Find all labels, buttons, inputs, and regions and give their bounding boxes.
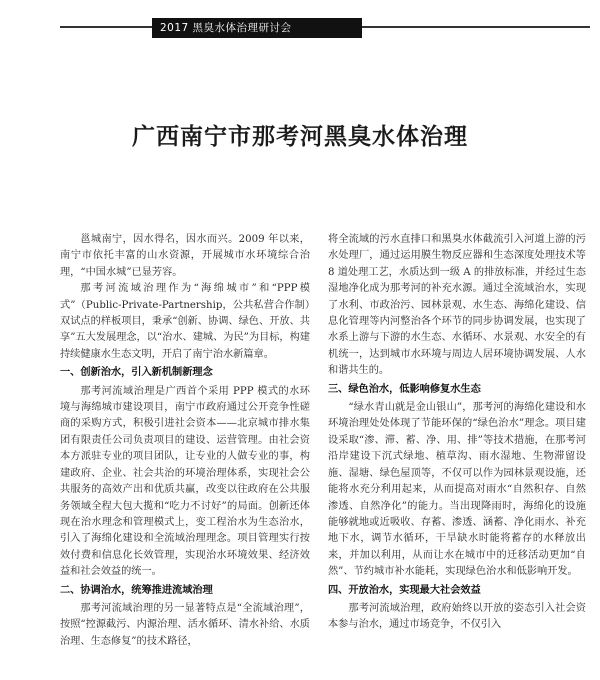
section-heading: 一、创新治水，引入新机制新理念 xyxy=(60,367,213,379)
left-column xyxy=(60,232,310,650)
body-paragraph: 邕城南宁，因水得名，因水而兴。2009 年以来，南宁市依托丰富的山水资源，开展城市水环境综合治理，“中国水城”已显芳容。 xyxy=(60,234,310,278)
section-heading: 二、协调治水，统筹推进流域治理 xyxy=(60,584,213,596)
right-column xyxy=(328,232,586,634)
body-paragraph: 那考河流域治理是广西首个采用 PPP 模式的水环境与海绵城市建设项目，南宁市政府通过公开竞争性磋商的采购方式，积极引进社会资本——北京城市排水集团有限责任公司负责项目的建设、运营管理。由社会资本方派驻专业的项目团队，让专业的人做专业的事，构建政府、企业、社会共治的环境治理体系，实现社会公共服务的高效产出和优质共赢，改变以往政府在公共服务领域全程大包大揽和“吃力不讨好”的局面。创新还体现在治水理念和管理模式上，变工程治水为生态治水，引入了海绵化建设和全流域治理理念。项目管理实行按效付费和信息化长效管理，实现治水环境效果、经济效益和社会效益的统一。 xyxy=(60,385,310,578)
body-paragraph: 将全流域的污水直排口和黑臭水体截流引入河道上游的污水处理厂，通过运用膜生物反应器和生态深度处理技术等 8 道处理工艺，水质达到一级 A 的排放标准，并经过生态湿地净化成为那考河的补充水源。通过全流域治水，实现了水利、市政治污、园林景观、水生态、海绵化建设、信息化管理等内河整治各个环节的同步协调发展，也实现了水系上游与下游的水生态、水循环、水景观、水安全的有机统一，达到城市水环境与周边人居环境协调发展、人水和谐共生的。 xyxy=(328,234,586,377)
body-paragraph: 那考河流域治理，政府始终以开放的姿态引入社会资本参与治水，通过市场竞争，不仅引入 xyxy=(328,602,586,631)
article-title: 广西南宁市那考河黑臭水体治理 xyxy=(132,123,468,150)
body-paragraph: 那考河流域治理的另一显著特点是“全流域治理”，按照“控源截污、内源治理、活水循环、清水补给、水质治理、生态修复”的技术路径， xyxy=(60,602,310,647)
body-paragraph: 那考河流域治理作为“海绵城市”和“PPP模式”（Public-Private-Partnership，公共私营合作制）双试点的样板项目，秉承“创新、协调、绿色、开放、共享”五大发展理念，以“治水、建城、为民”为目标，构建持续健康水生态文明，开启了南宁治水新篇章。 xyxy=(60,283,310,360)
section-heading: 三、绿色治水，低影响修复水生态 xyxy=(328,383,481,395)
header-text: 2017 黑臭水体治理研讨会 xyxy=(160,22,292,34)
section-heading: 四、开放治水，实现最大社会效益 xyxy=(328,584,481,596)
body-paragraph: “绿水青山就是金山银山”，那考河的海绵化建设和水环境治理处处体现了节能环保的“绿色治水”理念。项目建设采取“渗、滞、蓄、净、用、排”等技术措施，在那考河沿岸建设下沉式绿地、植草沟、雨水湿地、生物滞留设施、湿塘、绿色屋顶等，不仅可以作为园林景观设施，还能将水充分利用起来，从而提高对雨水“自然积存、自然渗透、自然净化”的能力。当出现降雨时，海绵化的设施能够就地或近吸收、存蓄、渗透、涵蓄、净化雨水、补充地下水，调节水循环，干旱缺水时能将蓄存的水释放出来，并加以利用，从而让水在城市中的迁移活动更加“自然”、节约城市补水能耗，实现绿色治水和低影响开发。 xyxy=(328,402,586,578)
running-header xyxy=(60,16,590,38)
